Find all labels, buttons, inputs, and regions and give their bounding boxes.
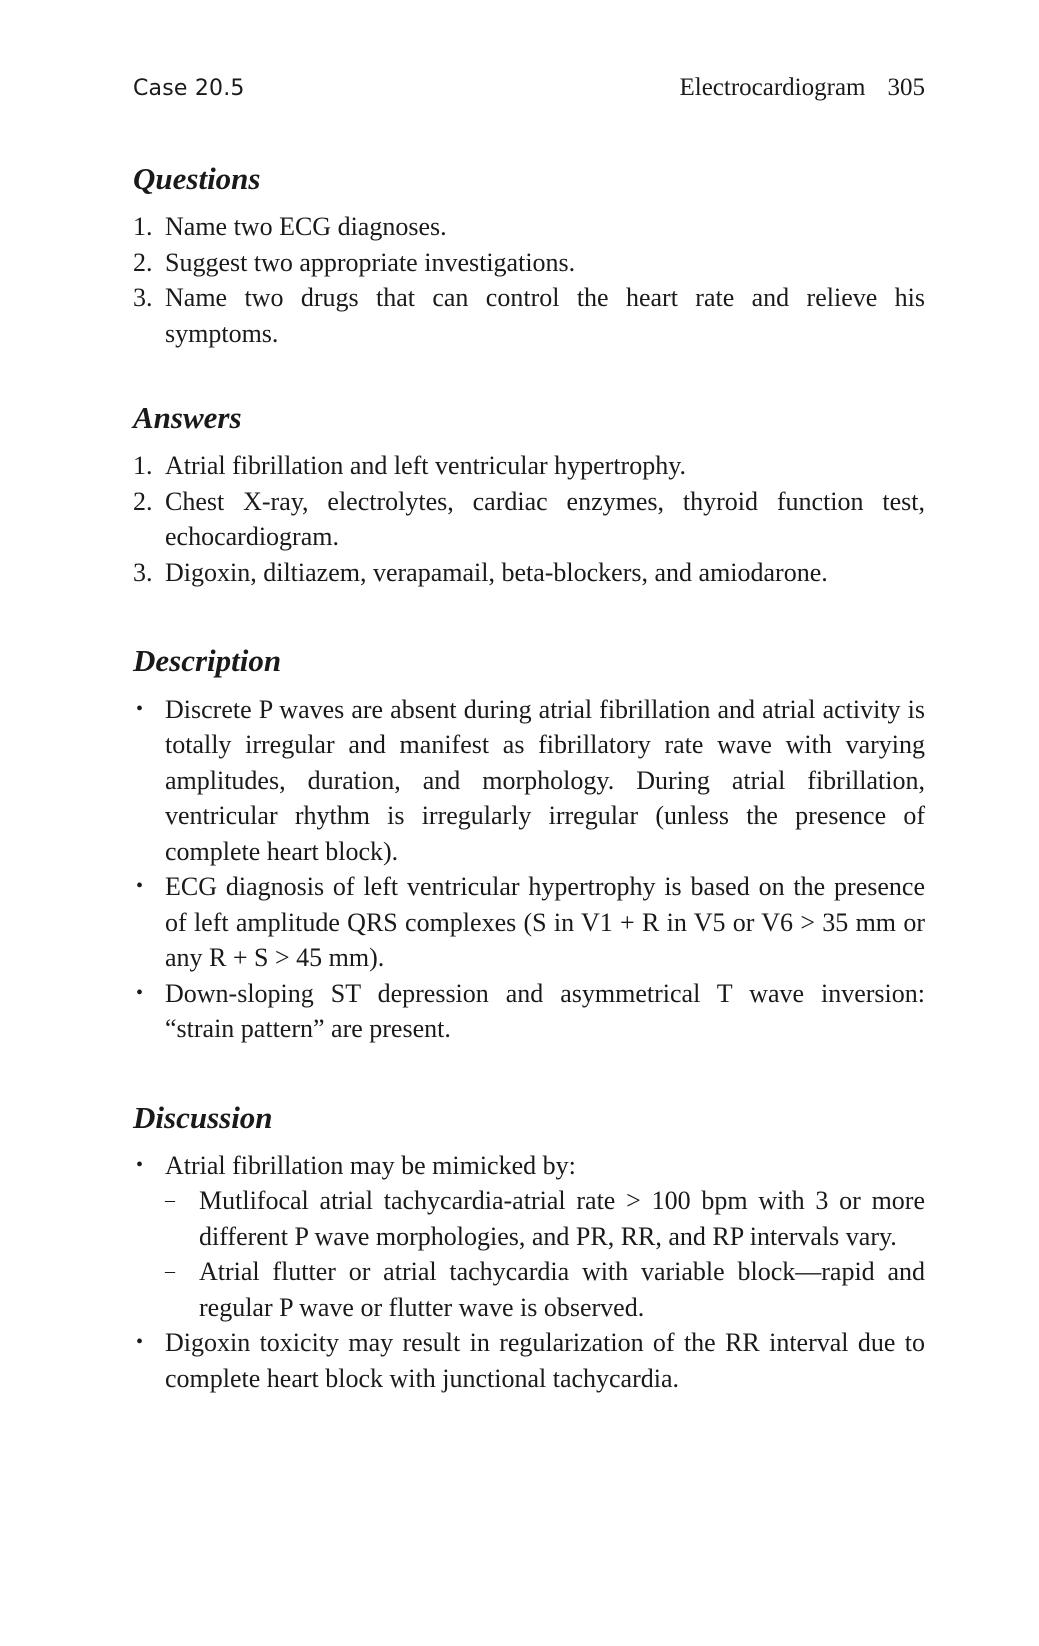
item-text: Discrete P waves are absent during atrial fibrillation and atrial activity is totally irregular and manifest as fibrillatory rate wave with varying amplitudes, duration, and morphology. During atrial fibrillation, ventricular rhythm is irregularly irregular (unless the presence of complete heart block). — [165, 694, 925, 866]
description-list — [133, 692, 925, 1047]
item-text: Atrial fibrillation and left ventricular hypertrophy. — [165, 451, 687, 481]
questions-section — [133, 160, 925, 351]
item-text: Digoxin toxicity may result in regularization of the RR interval due to complete heart block with junctional tachycardia. — [165, 1328, 925, 1393]
list-item — [133, 484, 925, 555]
item-number: 2. — [133, 486, 153, 516]
sub-list-item — [165, 1183, 925, 1254]
bullet-marker: • — [136, 1153, 144, 1176]
item-text: Chest X-ray, electrolytes, cardiac enzymes, thyroid function test, echocardiogram. — [165, 486, 925, 552]
item-text: Name two ECG diagnoses. — [165, 212, 447, 242]
discussion-heading: Discussion — [133, 1099, 273, 1135]
answers-heading: Answers — [133, 400, 242, 436]
chapter-title: Electrocardiogram — [679, 74, 866, 101]
description-heading: Description — [133, 643, 282, 679]
list-item — [133, 245, 925, 281]
dash-marker: – — [165, 1260, 175, 1283]
sub-list-item — [165, 1254, 925, 1325]
bullet-marker: • — [136, 981, 144, 1004]
list-item — [133, 869, 925, 976]
item-text: Suggest two appropriate investigations. — [165, 247, 576, 277]
item-number: 3. — [133, 557, 153, 587]
running-head — [133, 74, 925, 102]
list-item — [133, 692, 925, 870]
dash-marker: – — [165, 1189, 175, 1212]
item-number: 3. — [133, 283, 153, 313]
discussion-section — [133, 1099, 925, 1397]
bullet-marker: • — [136, 1331, 144, 1354]
description-section — [133, 642, 925, 1046]
list-item — [133, 448, 925, 484]
case-number: Case 20.5 — [133, 76, 245, 101]
item-number: 1. — [133, 451, 153, 481]
list-item — [133, 1148, 925, 1326]
item-text: ECG diagnosis of left ventricular hypertrophy is based on the presence of left amplitude QRS complexes (S in V1 + R in V5 or V6 > 35 mm or any R + S > 45 mm). — [165, 872, 925, 973]
list-item — [133, 209, 925, 245]
running-head-right — [679, 74, 925, 102]
list-item — [133, 555, 925, 591]
list-item — [133, 1325, 925, 1396]
item-number: 2. — [133, 247, 153, 277]
item-number: 1. — [133, 212, 153, 242]
answers-list — [133, 448, 925, 590]
item-text: Down-sloping ST depression and asymmetrical T wave inversion: “strain pattern” are present. — [165, 978, 925, 1044]
item-text: Digoxin, diltiazem, verapamail, beta-blockers, and amiodarone. — [165, 557, 828, 587]
page-number: 305 — [887, 74, 925, 101]
item-text: Atrial fibrillation may be mimicked by: — [165, 1150, 576, 1180]
bullet-marker: • — [136, 875, 144, 898]
item-text: Atrial flutter or atrial tachycardia with variable block—rapid and regular P wave or flutter wave is observed. — [199, 1257, 925, 1322]
discussion-list — [133, 1148, 925, 1397]
list-item — [133, 280, 925, 351]
item-text: Mutlifocal atrial tachycardia-atrial rate > 100 bpm with 3 or more different P wave morphologies, and PR, RR, and RP intervals vary. — [199, 1186, 925, 1251]
list-item — [133, 976, 925, 1047]
questions-heading: Questions — [133, 161, 261, 196]
bullet-marker: • — [136, 697, 144, 720]
answers-section — [133, 399, 925, 590]
discussion-sublist — [165, 1183, 925, 1325]
book-page — [133, 74, 925, 1444]
item-text: Name two drugs that can control the heart rate and relieve his symptoms. — [165, 283, 925, 348]
questions-list — [133, 209, 925, 351]
